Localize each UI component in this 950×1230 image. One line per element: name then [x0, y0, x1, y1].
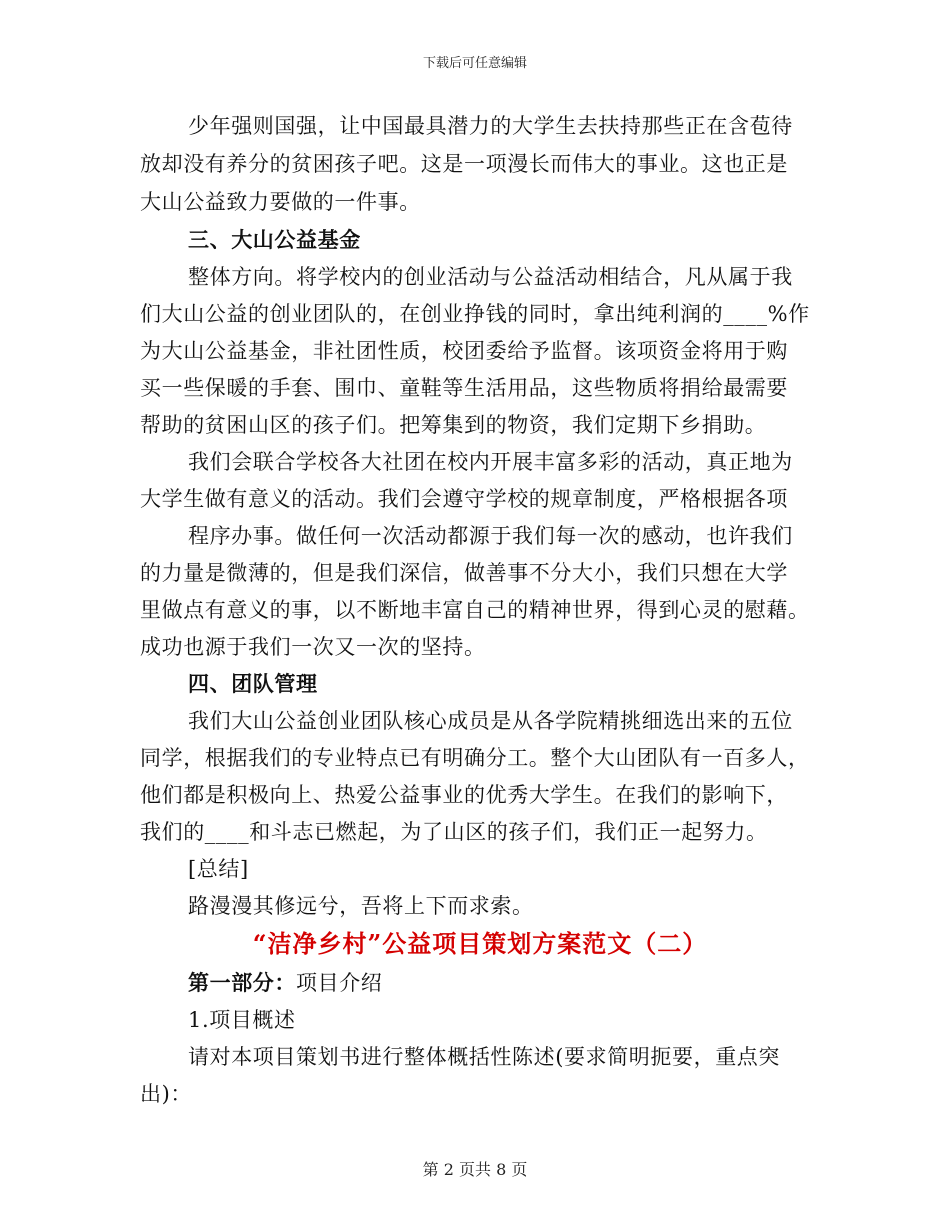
paragraph-line: 我们会联合学校各大社团在校内开展丰富多彩的活动，真正地为: [188, 450, 793, 474]
subsection-heading: 1.项目概述: [188, 1008, 296, 1032]
paragraph-line: 帮助的贫困山区的孩子们。把筹集到的物资，我们定期下乡捐助。: [140, 413, 767, 437]
paragraph-line: 为大山公益基金，非社团性质，校团委给予监督。该项资金将用于购: [140, 339, 788, 363]
paragraph-line: 大学生做有意义的活动。我们会遵守学校的规章制度，严格根据各项: [140, 487, 788, 511]
document-title: “洁净乡村”公益项目策划方案范文（二）: [252, 929, 708, 958]
page-header-note: 下载后可任意编辑: [422, 56, 527, 71]
paragraph-line: 他们都是积极向上、热爱公益事业的优秀大学生。在我们的影响下，: [140, 783, 788, 807]
paragraph-line: 里做点有意义的事，以不断地丰富自己的精神世界，得到心灵的慰藉。: [140, 598, 810, 622]
paragraph-line: 放却没有养分的贫困孩子吧。这是一项漫长而伟大的事业。这也正是: [140, 152, 788, 176]
paragraph-line: 同学，根据我们的专业特点已有明确分工。整个大山团队有一百多人，: [140, 746, 810, 770]
part-heading: [188, 967, 382, 999]
part-heading-text: 项目介绍: [296, 971, 383, 995]
paragraph-line: 的力量是微薄的，但是我们深信，做善事不分大小，我们只想在大学: [140, 561, 788, 585]
paragraph-line: 我们的____和斗志已燃起，为了山区的孩子们，我们正一起努力。: [140, 820, 768, 844]
paragraph-line: 出)：: [140, 1082, 192, 1106]
paragraph-line: 请对本项目策划书进行整体概括性陈述(要求简明扼要，重点突: [188, 1045, 780, 1069]
paragraph-line: 少年强则国强，让中国最具潜力的大学生去扶持那些正在含苞待: [188, 114, 793, 138]
paragraph-line: 大山公益致力要做的一件事。: [140, 190, 421, 214]
paragraph-line: 们大山公益的创业团队的，在创业挣钱的同时，拿出纯利润的____%作: [140, 302, 810, 326]
page-footer-number: 第 2 页共 8 页: [422, 1160, 528, 1179]
paragraph-line: 我们大山公益创业团队核心成员是从各学院精挑细选出来的五位: [188, 709, 793, 733]
paragraph-line: 路漫漫其修远兮，吾将上下而求索。: [188, 894, 534, 918]
summary-label: [总结]: [188, 857, 249, 881]
section-heading: 三、大山公益基金: [188, 227, 361, 252]
paragraph-line: 成功也源于我们一次又一次的坚持。: [140, 635, 486, 659]
paragraph-line: 买一些保暖的手套、围巾、童鞋等生活用品，这些物质将捐给最需要: [140, 376, 788, 400]
paragraph-line: 程序办事。做任何一次活动都源于我们每一次的感动，也许我们: [188, 524, 793, 548]
section-heading: 四、团队管理: [188, 671, 318, 696]
part-heading-label: 第一部分：: [188, 970, 296, 995]
paragraph-line: 整体方向。将学校内的创业活动与公益活动相结合，凡从属于我: [188, 265, 793, 289]
